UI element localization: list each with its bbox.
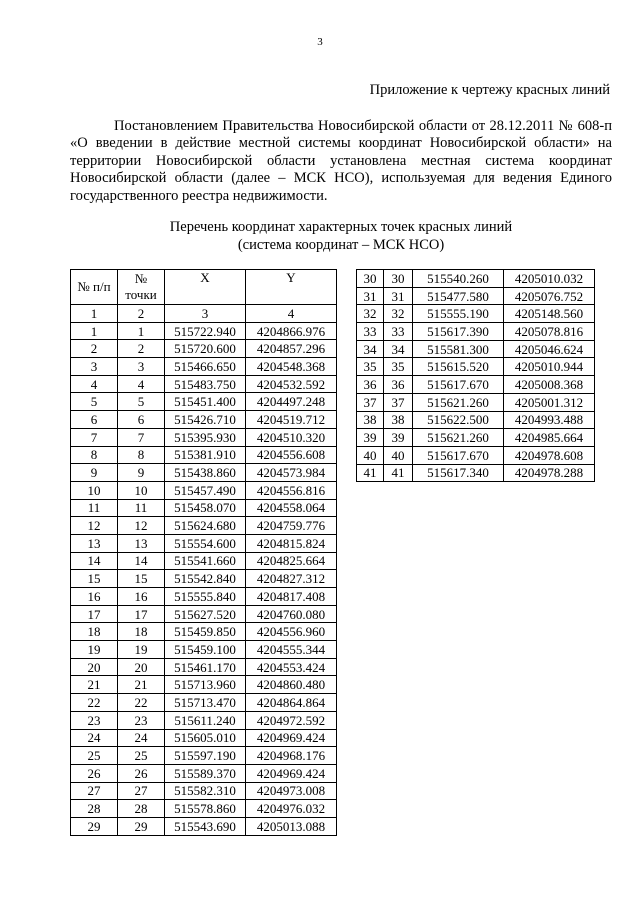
table-row — [357, 358, 595, 376]
header-y: Y — [246, 270, 337, 305]
cell-number-pp: 13 — [71, 534, 118, 552]
cell-y: 4204857.296 — [246, 340, 337, 358]
cell-number-pp: 11 — [71, 499, 118, 517]
cell-point-number: 31 — [384, 287, 413, 305]
table-column-numbers-row — [71, 305, 337, 323]
cell-number-pp: 15 — [71, 570, 118, 588]
cell-y: 4204553.424 — [246, 658, 337, 676]
cell-y: 4204556.960 — [246, 623, 337, 641]
cell-point-number: 41 — [384, 464, 413, 482]
table-row — [71, 694, 337, 712]
cell-x: 515617.340 — [413, 464, 504, 482]
table-row — [71, 570, 337, 588]
cell-x: 515426.710 — [165, 411, 246, 429]
header-x: X — [165, 270, 246, 305]
cell-x: 515381.910 — [165, 446, 246, 464]
cell-y: 4204555.344 — [246, 641, 337, 659]
table-row — [357, 340, 595, 358]
cell-point-number: 26 — [118, 764, 165, 782]
cell-number-pp: 31 — [357, 287, 384, 305]
cell-y: 4204573.984 — [246, 464, 337, 482]
cell-y: 4204969.424 — [246, 764, 337, 782]
cell-number-pp: 8 — [71, 446, 118, 464]
table-row — [71, 481, 337, 499]
cell-y: 4205046.624 — [504, 340, 595, 358]
table-row — [357, 429, 595, 447]
cell-number-pp: 10 — [71, 481, 118, 499]
cell-point-number: 34 — [384, 340, 413, 358]
cell-x: 515554.600 — [165, 534, 246, 552]
cell-number-pp: 39 — [357, 429, 384, 447]
cell-point-number: 7 — [118, 428, 165, 446]
cell-x: 515597.190 — [165, 747, 246, 765]
table-row — [357, 287, 595, 305]
cell-number-pp: 36 — [357, 376, 384, 394]
cell-point-number: 37 — [384, 393, 413, 411]
cell-y: 4204976.032 — [246, 800, 337, 818]
cell-x: 515477.580 — [413, 287, 504, 305]
cell-y: 4204968.176 — [246, 747, 337, 765]
cell-y: 4204978.288 — [504, 464, 595, 482]
cell-point-number: 10 — [118, 481, 165, 499]
table-row — [71, 658, 337, 676]
cell-y: 4205010.944 — [504, 358, 595, 376]
cell-y: 4204972.592 — [246, 711, 337, 729]
cell-y: 4205148.560 — [504, 305, 595, 323]
cell-point-number: 27 — [118, 782, 165, 800]
cell-x: 515621.260 — [413, 429, 504, 447]
cell-x: 515627.520 — [165, 605, 246, 623]
appendix-title: Приложение к чертежу красных линий — [369, 82, 610, 98]
cell-y: 4204510.320 — [246, 428, 337, 446]
table-row — [71, 641, 337, 659]
cell-x: 515605.010 — [165, 729, 246, 747]
cell-point-number: 21 — [118, 676, 165, 694]
list-title — [70, 219, 612, 254]
column-number-1: 1 — [71, 305, 118, 323]
table-row — [71, 605, 337, 623]
table-row — [71, 375, 337, 393]
cell-number-pp: 9 — [71, 464, 118, 482]
cell-y: 4204556.816 — [246, 481, 337, 499]
cell-y: 4204978.608 — [504, 446, 595, 464]
table-row — [71, 552, 337, 570]
cell-number-pp: 7 — [71, 428, 118, 446]
cell-point-number: 4 — [118, 375, 165, 393]
cell-number-pp: 40 — [357, 446, 384, 464]
cell-x: 515459.100 — [165, 641, 246, 659]
cell-number-pp: 34 — [357, 340, 384, 358]
cell-y: 4204864.864 — [246, 694, 337, 712]
table-row — [71, 711, 337, 729]
cell-point-number: 17 — [118, 605, 165, 623]
cell-number-pp: 23 — [71, 711, 118, 729]
cell-x: 515457.490 — [165, 481, 246, 499]
cell-x: 515617.390 — [413, 323, 504, 341]
cell-x: 515438.860 — [165, 464, 246, 482]
table-row — [357, 393, 595, 411]
table-row — [71, 588, 337, 606]
cell-x: 515451.400 — [165, 393, 246, 411]
cell-x: 515542.840 — [165, 570, 246, 588]
table-row — [357, 376, 595, 394]
cell-x: 515483.750 — [165, 375, 246, 393]
cell-point-number: 36 — [384, 376, 413, 394]
cell-x: 515622.500 — [413, 411, 504, 429]
cell-x: 515582.310 — [165, 782, 246, 800]
table-row — [71, 782, 337, 800]
table-row — [71, 322, 337, 340]
cell-y: 4204548.368 — [246, 358, 337, 376]
cell-x: 515617.670 — [413, 376, 504, 394]
table-row — [71, 340, 337, 358]
cell-number-pp: 16 — [71, 588, 118, 606]
cell-number-pp: 22 — [71, 694, 118, 712]
cell-number-pp: 27 — [71, 782, 118, 800]
coordinates-table-right — [356, 269, 595, 482]
cell-number-pp: 6 — [71, 411, 118, 429]
cell-point-number: 20 — [118, 658, 165, 676]
table-row — [357, 270, 595, 288]
cell-point-number: 24 — [118, 729, 165, 747]
cell-y: 4204815.824 — [246, 534, 337, 552]
table-row — [71, 393, 337, 411]
cell-point-number: 14 — [118, 552, 165, 570]
table-row — [71, 534, 337, 552]
table-row — [357, 464, 595, 482]
table-row — [71, 517, 337, 535]
cell-x: 515615.520 — [413, 358, 504, 376]
cell-number-pp: 35 — [357, 358, 384, 376]
cell-number-pp: 14 — [71, 552, 118, 570]
table-row — [71, 764, 337, 782]
cell-x: 515581.300 — [413, 340, 504, 358]
table-row — [71, 499, 337, 517]
cell-point-number: 9 — [118, 464, 165, 482]
table-row — [71, 676, 337, 694]
cell-point-number: 32 — [384, 305, 413, 323]
cell-y: 4204993.488 — [504, 411, 595, 429]
coordinates-table-left — [70, 269, 337, 836]
cell-number-pp: 12 — [71, 517, 118, 535]
cell-x: 515617.670 — [413, 446, 504, 464]
cell-number-pp: 19 — [71, 641, 118, 659]
cell-point-number: 40 — [384, 446, 413, 464]
cell-x: 515540.260 — [413, 270, 504, 288]
cell-x: 515461.170 — [165, 658, 246, 676]
cell-number-pp: 17 — [71, 605, 118, 623]
cell-number-pp: 20 — [71, 658, 118, 676]
cell-y: 4204497.248 — [246, 393, 337, 411]
cell-x: 515589.370 — [165, 764, 246, 782]
table-header-row — [71, 270, 337, 305]
cell-x: 515578.860 — [165, 800, 246, 818]
cell-y: 4204985.664 — [504, 429, 595, 447]
cell-point-number: 29 — [118, 817, 165, 835]
cell-x: 515555.190 — [413, 305, 504, 323]
cell-y: 4204519.712 — [246, 411, 337, 429]
cell-y: 4205010.032 — [504, 270, 595, 288]
cell-y: 4205001.312 — [504, 393, 595, 411]
cell-number-pp: 4 — [71, 375, 118, 393]
cell-y: 4204860.480 — [246, 676, 337, 694]
cell-point-number: 2 — [118, 340, 165, 358]
cell-number-pp: 3 — [71, 358, 118, 376]
page-number: 3 — [317, 36, 323, 48]
cell-y: 4204866.976 — [246, 322, 337, 340]
cell-y: 4204556.608 — [246, 446, 337, 464]
cell-point-number: 33 — [384, 323, 413, 341]
cell-y: 4205076.752 — [504, 287, 595, 305]
cell-y: 4205013.088 — [246, 817, 337, 835]
table-row — [71, 358, 337, 376]
table-row — [357, 446, 595, 464]
cell-point-number: 13 — [118, 534, 165, 552]
header-point-number: № точки — [118, 270, 165, 305]
table-row — [357, 323, 595, 341]
cell-x: 515713.960 — [165, 676, 246, 694]
header-number-pp: № п/п — [71, 270, 118, 305]
cell-number-pp: 30 — [357, 270, 384, 288]
column-number-3: 3 — [165, 305, 246, 323]
column-number-2: 2 — [118, 305, 165, 323]
table-row — [357, 305, 595, 323]
cell-number-pp: 25 — [71, 747, 118, 765]
cell-number-pp: 28 — [71, 800, 118, 818]
cell-number-pp: 32 — [357, 305, 384, 323]
table-row — [357, 411, 595, 429]
cell-x: 515624.680 — [165, 517, 246, 535]
cell-x: 515555.840 — [165, 588, 246, 606]
table-row — [71, 747, 337, 765]
intro-paragraph: Постановлением Правительства Новосибирской области от 28.12.2011 № 608-п «О введении в действие местной системы координат Новосибирской области» на территории Новосибирской области установлена местная система координат Новосибирской области (далее – МСК НСО), используемая для ведения Единого государственного реестра недвижимости. — [70, 118, 612, 204]
cell-x: 515466.650 — [165, 358, 246, 376]
list-title-line1: Перечень координат характерных точек красных линий — [169, 219, 513, 235]
table-row — [71, 428, 337, 446]
cell-point-number: 11 — [118, 499, 165, 517]
cell-point-number: 19 — [118, 641, 165, 659]
cell-x: 515720.600 — [165, 340, 246, 358]
cell-point-number: 23 — [118, 711, 165, 729]
cell-number-pp: 26 — [71, 764, 118, 782]
table-row — [71, 623, 337, 641]
cell-point-number: 3 — [118, 358, 165, 376]
table-row — [71, 446, 337, 464]
cell-number-pp: 38 — [357, 411, 384, 429]
list-title-line2: (система координат – МСК НСО) — [237, 236, 445, 253]
cell-point-number: 16 — [118, 588, 165, 606]
cell-x: 515458.070 — [165, 499, 246, 517]
cell-point-number: 39 — [384, 429, 413, 447]
cell-point-number: 28 — [118, 800, 165, 818]
cell-number-pp: 33 — [357, 323, 384, 341]
cell-x: 515541.660 — [165, 552, 246, 570]
table-row — [71, 800, 337, 818]
cell-point-number: 12 — [118, 517, 165, 535]
cell-number-pp: 18 — [71, 623, 118, 641]
cell-x: 515621.260 — [413, 393, 504, 411]
cell-y: 4205078.816 — [504, 323, 595, 341]
cell-number-pp: 29 — [71, 817, 118, 835]
cell-number-pp: 37 — [357, 393, 384, 411]
column-number-4: 4 — [246, 305, 337, 323]
cell-y: 4204825.664 — [246, 552, 337, 570]
cell-point-number: 25 — [118, 747, 165, 765]
cell-y: 4204973.008 — [246, 782, 337, 800]
cell-x: 515459.850 — [165, 623, 246, 641]
cell-number-pp: 21 — [71, 676, 118, 694]
cell-x: 515543.690 — [165, 817, 246, 835]
cell-number-pp: 2 — [71, 340, 118, 358]
table-row — [71, 729, 337, 747]
cell-x: 515611.240 — [165, 711, 246, 729]
cell-y: 4204827.312 — [246, 570, 337, 588]
cell-y: 4204817.408 — [246, 588, 337, 606]
table-row — [71, 411, 337, 429]
cell-y: 4205008.368 — [504, 376, 595, 394]
cell-y: 4204969.424 — [246, 729, 337, 747]
cell-point-number: 15 — [118, 570, 165, 588]
cell-number-pp: 5 — [71, 393, 118, 411]
cell-number-pp: 1 — [71, 322, 118, 340]
cell-y: 4204558.064 — [246, 499, 337, 517]
cell-point-number: 1 — [118, 322, 165, 340]
cell-point-number: 38 — [384, 411, 413, 429]
cell-point-number: 30 — [384, 270, 413, 288]
cell-point-number: 22 — [118, 694, 165, 712]
cell-x: 515722.940 — [165, 322, 246, 340]
cell-point-number: 8 — [118, 446, 165, 464]
cell-y: 4204759.776 — [246, 517, 337, 535]
cell-y: 4204532.592 — [246, 375, 337, 393]
cell-y: 4204760.080 — [246, 605, 337, 623]
cell-number-pp: 24 — [71, 729, 118, 747]
cell-point-number: 6 — [118, 411, 165, 429]
cell-number-pp: 41 — [357, 464, 384, 482]
cell-x: 515395.930 — [165, 428, 246, 446]
cell-x: 515713.470 — [165, 694, 246, 712]
table-row — [71, 464, 337, 482]
cell-point-number: 18 — [118, 623, 165, 641]
cell-point-number: 35 — [384, 358, 413, 376]
table-row — [71, 817, 337, 835]
cell-point-number: 5 — [118, 393, 165, 411]
